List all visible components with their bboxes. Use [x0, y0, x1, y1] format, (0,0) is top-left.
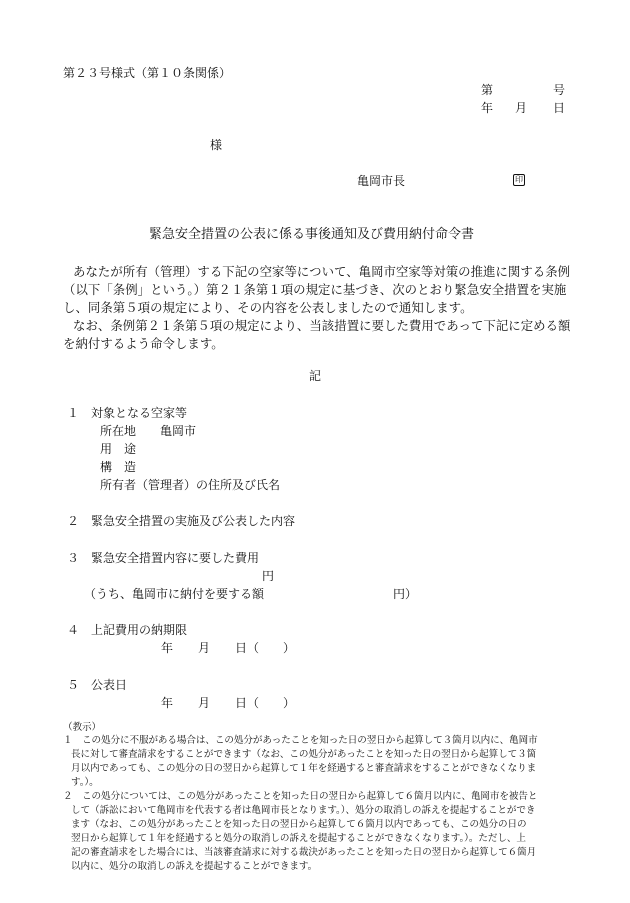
form-label: 第２３号様式（第１０条関係）: [63, 66, 232, 80]
location-label: 所在地: [100, 424, 137, 438]
item2-heading: ２ 緊急安全措置の実施及び公表した内容: [67, 514, 296, 528]
body-line: を納付するよう命令します。: [63, 336, 224, 351]
body-line: なお、条例第２１条第５項の規定により、当該措置に要した費用であって下記に定める額: [73, 318, 571, 333]
seal-mark: 印: [515, 175, 523, 184]
addressee-suffix: 様: [210, 138, 223, 152]
note-line: して（訴訟において亀岡市を代表する者は亀岡市長となります。）、処分の取消しの訴えを提起することができ: [71, 805, 536, 816]
body-line: あなたが所有（管理）する下記の空家等について、亀岡市空家等対策の推進に関する条例: [73, 264, 571, 279]
notes-title: （教示）: [63, 722, 101, 733]
structure-label: 構 造: [100, 460, 137, 474]
use-label: 用 途: [100, 442, 137, 456]
doc-number-suffix: 号: [553, 83, 566, 97]
deadline-year: 年: [161, 641, 174, 655]
note-line: ます（なお、この処分があったことを知った日の翌日から起算して６箇月以内であっても、この処分の日の: [71, 819, 527, 830]
note-line: 翌日から起算して１年を経過すると処分の取消しの訴えを提起することができなくなります。）。ただし、上: [71, 833, 526, 844]
publish-day: 日（ ）: [235, 696, 296, 710]
location-value: 亀岡市: [160, 424, 197, 438]
note-line: 長に対して審査請求をすることができます（なお、この処分があったことを知った日の翌日から起算して３箇: [71, 749, 537, 760]
publish-year: 年: [161, 696, 174, 710]
breakdown-yen: 円）: [393, 587, 418, 601]
owner-label: 所有者（管理者）の住所及び氏名: [100, 478, 281, 492]
item4-heading: ４ 上記費用の納期限: [67, 623, 188, 637]
doc-number-prefix: 第: [481, 83, 494, 97]
body-line: し、同条第５項の規定により、その内容を公表しましたので通知します。: [63, 300, 473, 315]
deadline-month: 月: [198, 641, 211, 655]
note-line: 以内に、処分の取消しの訴えを提起することができます。: [71, 861, 318, 872]
deadline-day: 日（ ）: [235, 641, 296, 655]
note-line: 月以内であっても、この処分の日の翌日から起算して１年を経過すると審査請求をすることができなくなりま: [71, 763, 537, 774]
date-month: 月: [515, 101, 528, 115]
cost-yen: 円: [262, 569, 275, 583]
item1-heading: １ 対象となる空家等: [67, 406, 188, 420]
issuer-name: 亀岡市長: [357, 174, 406, 188]
note-line: ２ この処分については、この処分があったことを知った日の翌日から起算して６箇月以内に、亀岡市を被告と: [63, 791, 538, 802]
note-line: １ この処分に不服がある場合は、この処分があったことを知った日の翌日から起算して３箇月以内に、亀岡市: [63, 735, 538, 746]
date-year: 年: [481, 101, 494, 115]
body-line: （以下「条例」という。）第２１条第１項の規定に基づき、次のとおり緊急安全措置を実施: [63, 282, 567, 297]
document-title: 緊急安全措置の公表に係る事後通知及び費用納付命令書: [149, 227, 475, 242]
item3-heading: ３ 緊急安全措置内容に要した費用: [67, 551, 260, 565]
publish-month: 月: [198, 696, 211, 710]
breakdown-label: （うち、亀岡市に納付を要する額: [84, 587, 265, 601]
item5-heading: ５ 公表日: [67, 678, 128, 692]
ki-heading: 記: [309, 369, 322, 383]
note-line: 記の審査請求をした場合には、当該審査請求に対する裁決があったことを知った日の翌日から起算して６箇月: [71, 847, 537, 858]
note-line: す。）。: [71, 777, 99, 788]
date-day: 日: [553, 101, 566, 115]
